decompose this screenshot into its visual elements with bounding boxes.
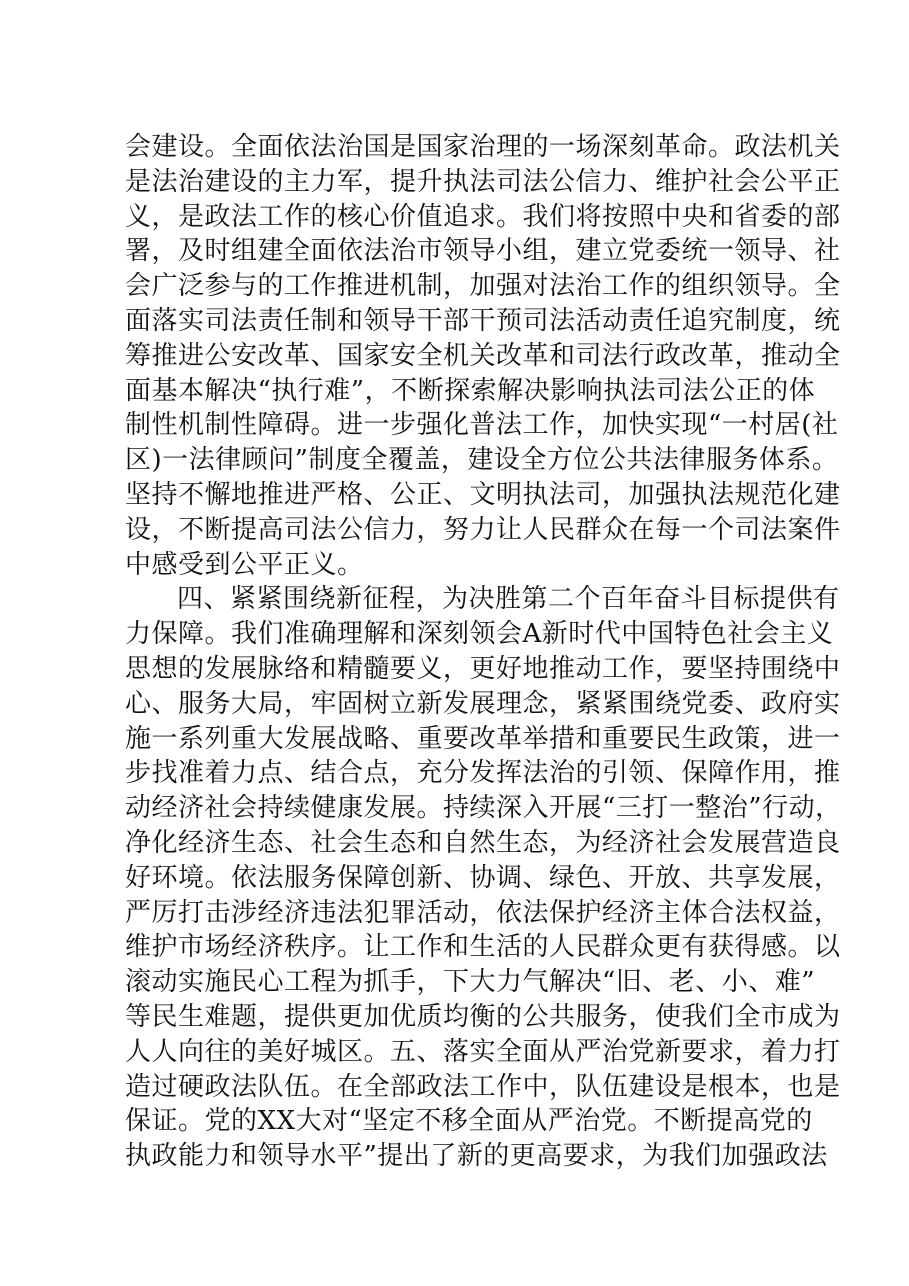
text-line: 滚动实施民心工程为抓手，下大力气解决“旧、老、小、难” [125,967,816,998]
text-line: 中感受到公平正义。 [125,549,364,580]
paragraph-2 [125,582,842,1174]
text-line: 动经济社会持续健康发展。持续深入开展“三打一整治”行动， [125,793,842,824]
text-line: 好环境。依法服务保障创新、协调、绿色、开放、共享发展， [125,862,841,893]
text-line: 义，是政法工作的核心价值追求。我们将按照中央和省委的部 [125,201,841,232]
text-line: 步找准着力点、结合点，充分发挥法治的引领、保障作用，推 [125,758,841,789]
text-line: 严厉打击涉经济违法犯罪活动，依法保护经济主体合法权益， [125,897,841,928]
text-line: 人人向往的美好城区。五、落实全面从严治党新要求，着力打 [125,1036,841,1067]
text-line: 等民生难题，提供更加优质均衡的公共服务，使我们全市成为 [125,1001,841,1032]
text-line: 会建设。全面依法治国是国家治理的一场深刻革命。政法机关 [125,132,841,162]
document-page [125,130,842,1174]
text-line: 面落实司法责任制和领导干部干预司法活动责任追究制度，统 [125,305,841,336]
text-line: 制性机制性障碍。进一步强化普法工作，加快实现“一村居(社 [125,410,839,441]
text-line: 心、服务大局，牢固树立新发展理念，紧紧围绕党委、政府实 [125,688,841,719]
text-line: 执政能力和领导水平”提出了新的更高要求，为我们加强政法 [125,1141,828,1172]
text-line: 思想的发展脉络和精髓要义，更好地推动工作，要坚持围绕中 [125,653,841,684]
text-line: 面基本解决“执行难”，不断探索解决影响执法司法公正的体 [125,375,816,406]
text-line: 造过硬政法队伍。在全部政法工作中，队伍建设是根本，也是 [125,1071,841,1102]
text-line: 会广泛参与的工作推进机制，加强对法治工作的组织领导。全 [125,271,841,302]
text-line: 维护市场经济秩序。让工作和生活的人民群众更有获得感。以 [125,932,841,963]
paragraph-1 [125,130,841,582]
text-line: 坚持不懈地推进严格、公正、文明执法司，加强执法规范化建 [125,479,841,510]
text-line: 力保障。我们准确理解和深刻领会A新时代中国特色社会主义 [125,619,834,650]
text-line: 保证。党的XX大对“坚定不移全面从严治党。不断提高党的 [125,1106,813,1137]
text-line: 净化经济生态、社会生态和自然生态，为经济社会发展营造良 [125,827,841,858]
text-line: 筹推进公安改革、国家安全机关改革和司法行政改革，推动全 [125,340,841,371]
text-line: 是法治建设的主力军，提升执法司法公信力、维护社会公平正 [125,166,841,197]
text-line: 设，不断提高司法公信力，努力让人民群众在每一个司法案件 [125,514,841,545]
text-line: 区)一法律顾问”制度全覆盖，建设全方位公共法律服务体系。 [125,445,839,476]
text-line: 施一系列重大发展战略、重要改革举措和重要民生政策，进一 [125,723,841,754]
text-line: 四、紧紧围绕新征程，为决胜第二个百年奋斗目标提供有 [177,584,840,615]
text-line: 署，及时组建全面依法治市领导小组，建立党委统一领导、社 [125,236,841,267]
